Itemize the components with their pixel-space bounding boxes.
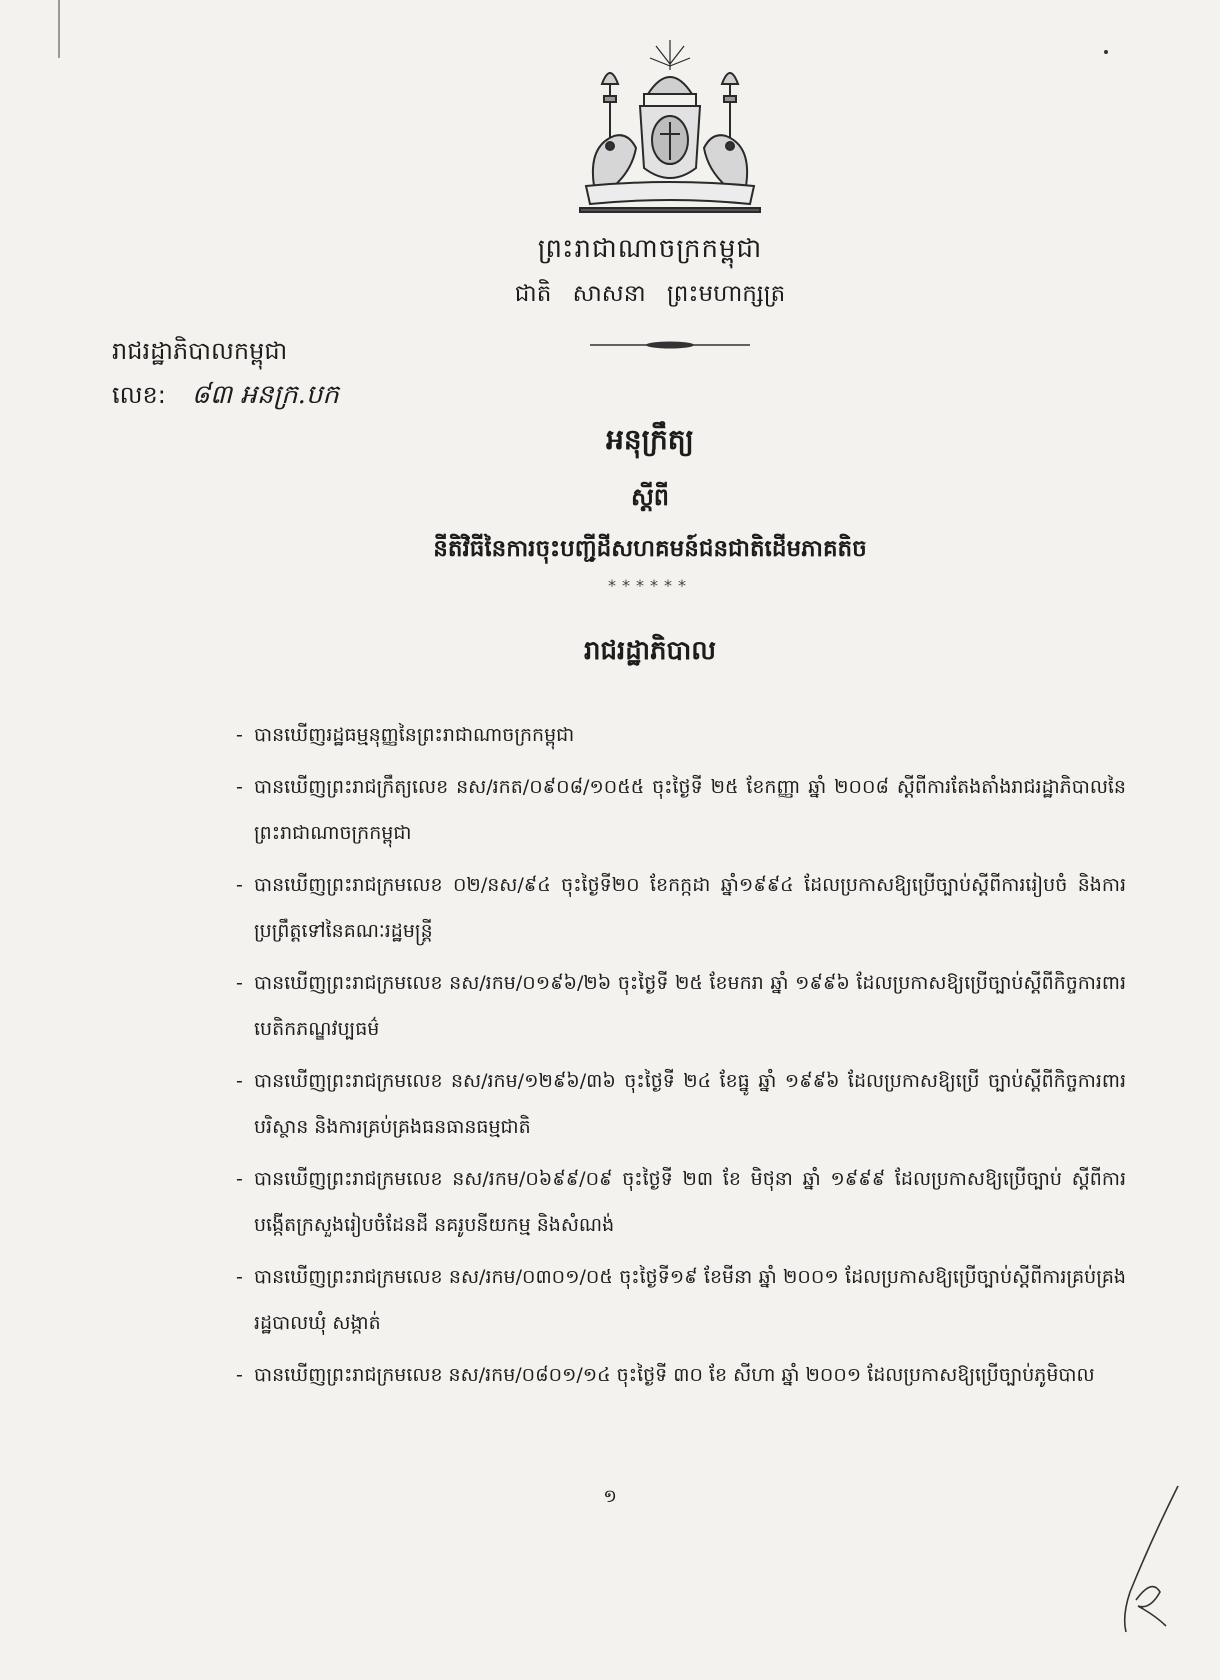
kingdom-title: ព្រះរាជាណាចក្រកម្ពុជា [537,234,763,264]
scan-speck [1104,50,1108,54]
bullet-dash: - [236,724,243,746]
list-item [236,1156,1126,1248]
document-type: អនុក្រឹត្យ [606,423,694,456]
clause-text: បានឃើញរដ្ឋធម្មនុញ្ញនៃព្រះរាជាណាចក្រកម្ពុជា [254,724,575,746]
document-subject: នីតិវិធីនៃការចុះបញ្ជីដីសហគមន៍ជនជាតិដើមភាគតិច [433,536,867,562]
royal-coat-of-arms-icon [570,36,770,216]
bullet-dash: - [236,1266,243,1288]
scan-edge-line [58,0,60,58]
about-label: ស្តីពី [630,483,670,511]
list-item [236,1352,1126,1398]
clause-text: បានឃើញព្រះរាជក្រមលេខ នស/រកម/០១៩៦/២៦ ចុះថ្ងៃទី ២៥ ខែមករា ឆ្នាំ ១៩៩៦ ដែលប្រកាសឱ្យប្រើច្បាប់ស្តីពីកិច្ចការពារបេតិកភណ្ឌវប្បធម៌ [254,972,1126,1040]
clause-text: បានឃើញព្រះរាជក្រមលេខ នស/រកម/០៦៩៩/០៩ ចុះថ្ងៃទី ២៣ ខែ មិថុនា ឆ្នាំ ១៩៩៩ ដែលប្រកាសឱ្យប្រើច្បាប់ ស្តីពីការបង្កើតក្រសួងរៀបចំដែនដី នគរូបនីយកម្ម និងសំណង់ [254,1168,1126,1236]
list-item [236,712,1126,758]
list-item [236,1058,1126,1150]
clause-text: បានឃើញព្រះរាជក្រមលេខ នស/រកម/០៨០១/១៤ ចុះថ្ងៃទី ៣០ ខែ សីហា ឆ្នាំ ២០០១ ដែលប្រកាសឱ្យប្រើច្បាប់ភូមិបាល [254,1364,1095,1386]
bullet-dash: - [236,874,243,896]
bullet-dash: - [236,1070,243,1092]
clause-text: បានឃើញព្រះរាជក្រមលេខ ០២/នស/៩៤ ចុះថ្ងៃទី២០ ខែកក្កដា ឆ្នាំ១៩៩៤ ដែលប្រកាសឱ្យប្រើច្បាប់ស្តីពីការរៀបចំ និងការប្រព្រឹត្តទៅនៃគណៈរដ្ឋមន្ត្រី [254,874,1126,942]
divider-ornament-icon [590,340,750,350]
handwritten-initials-icon [1100,1480,1190,1640]
reference-label: លេខ: [112,381,166,409]
issuing-authority: រាជរដ្ឋាភិបាលកម្ពុជា [112,337,288,365]
list-item [236,960,1126,1052]
reference-number [112,378,339,416]
legal-basis-list [236,712,1126,1404]
national-motto: ជាតិ សាសនា ព្រះមហាក្សត្រ [514,281,786,307]
government-heading: រាជរដ្ឋាភិបាល [583,636,717,666]
list-item [236,862,1126,954]
clause-text: បានឃើញព្រះរាជក្រមលេខ នស/រកម/១២៩៦/៣៦ ចុះថ្ងៃទី ២៤ ខែធ្នូ ឆ្នាំ ១៩៩៦ ដែលប្រកាសឱ្យប្រើ ច្បាប់ស្តីពីកិច្ចការពារបរិស្ថាន និងការគ្រប់គ្រងធនធានធម្មជាតិ [254,1070,1126,1138]
bullet-dash: - [236,972,243,994]
reference-value: ៨៣ អនក្រ.បក [191,380,339,410]
clause-text: បានឃើញព្រះរាជក្រមលេខ នស/រកម/០៣០១/០៥ ចុះថ្ងៃទី១៩ ខែមីនា ឆ្នាំ ២០០១ ដែលប្រកាសឱ្យប្រើច្បាប់ស្តីពីការគ្រប់គ្រងរដ្ឋបាលឃុំ សង្កាត់ [254,1266,1126,1334]
clause-text: បានឃើញព្រះរាជក្រឹត្យលេខ នស/រកត/០៩០៨/១០៥៥ ចុះថ្ងៃទី ២៥ ខែកញ្ញា ឆ្នាំ ២០០៨ ស្តីពីការតែងតាំងរាជរដ្ឋាភិបាលនៃព្រះរាជាណាចក្រកម្ពុជា [254,776,1126,844]
page-number: ១ [603,1486,617,1507]
list-item [236,764,1126,856]
bullet-dash: - [236,776,243,798]
bullet-dash: - [236,1168,243,1190]
separator-stars: ****** [608,576,692,595]
list-item [236,1254,1126,1346]
bullet-dash: - [236,1364,243,1386]
